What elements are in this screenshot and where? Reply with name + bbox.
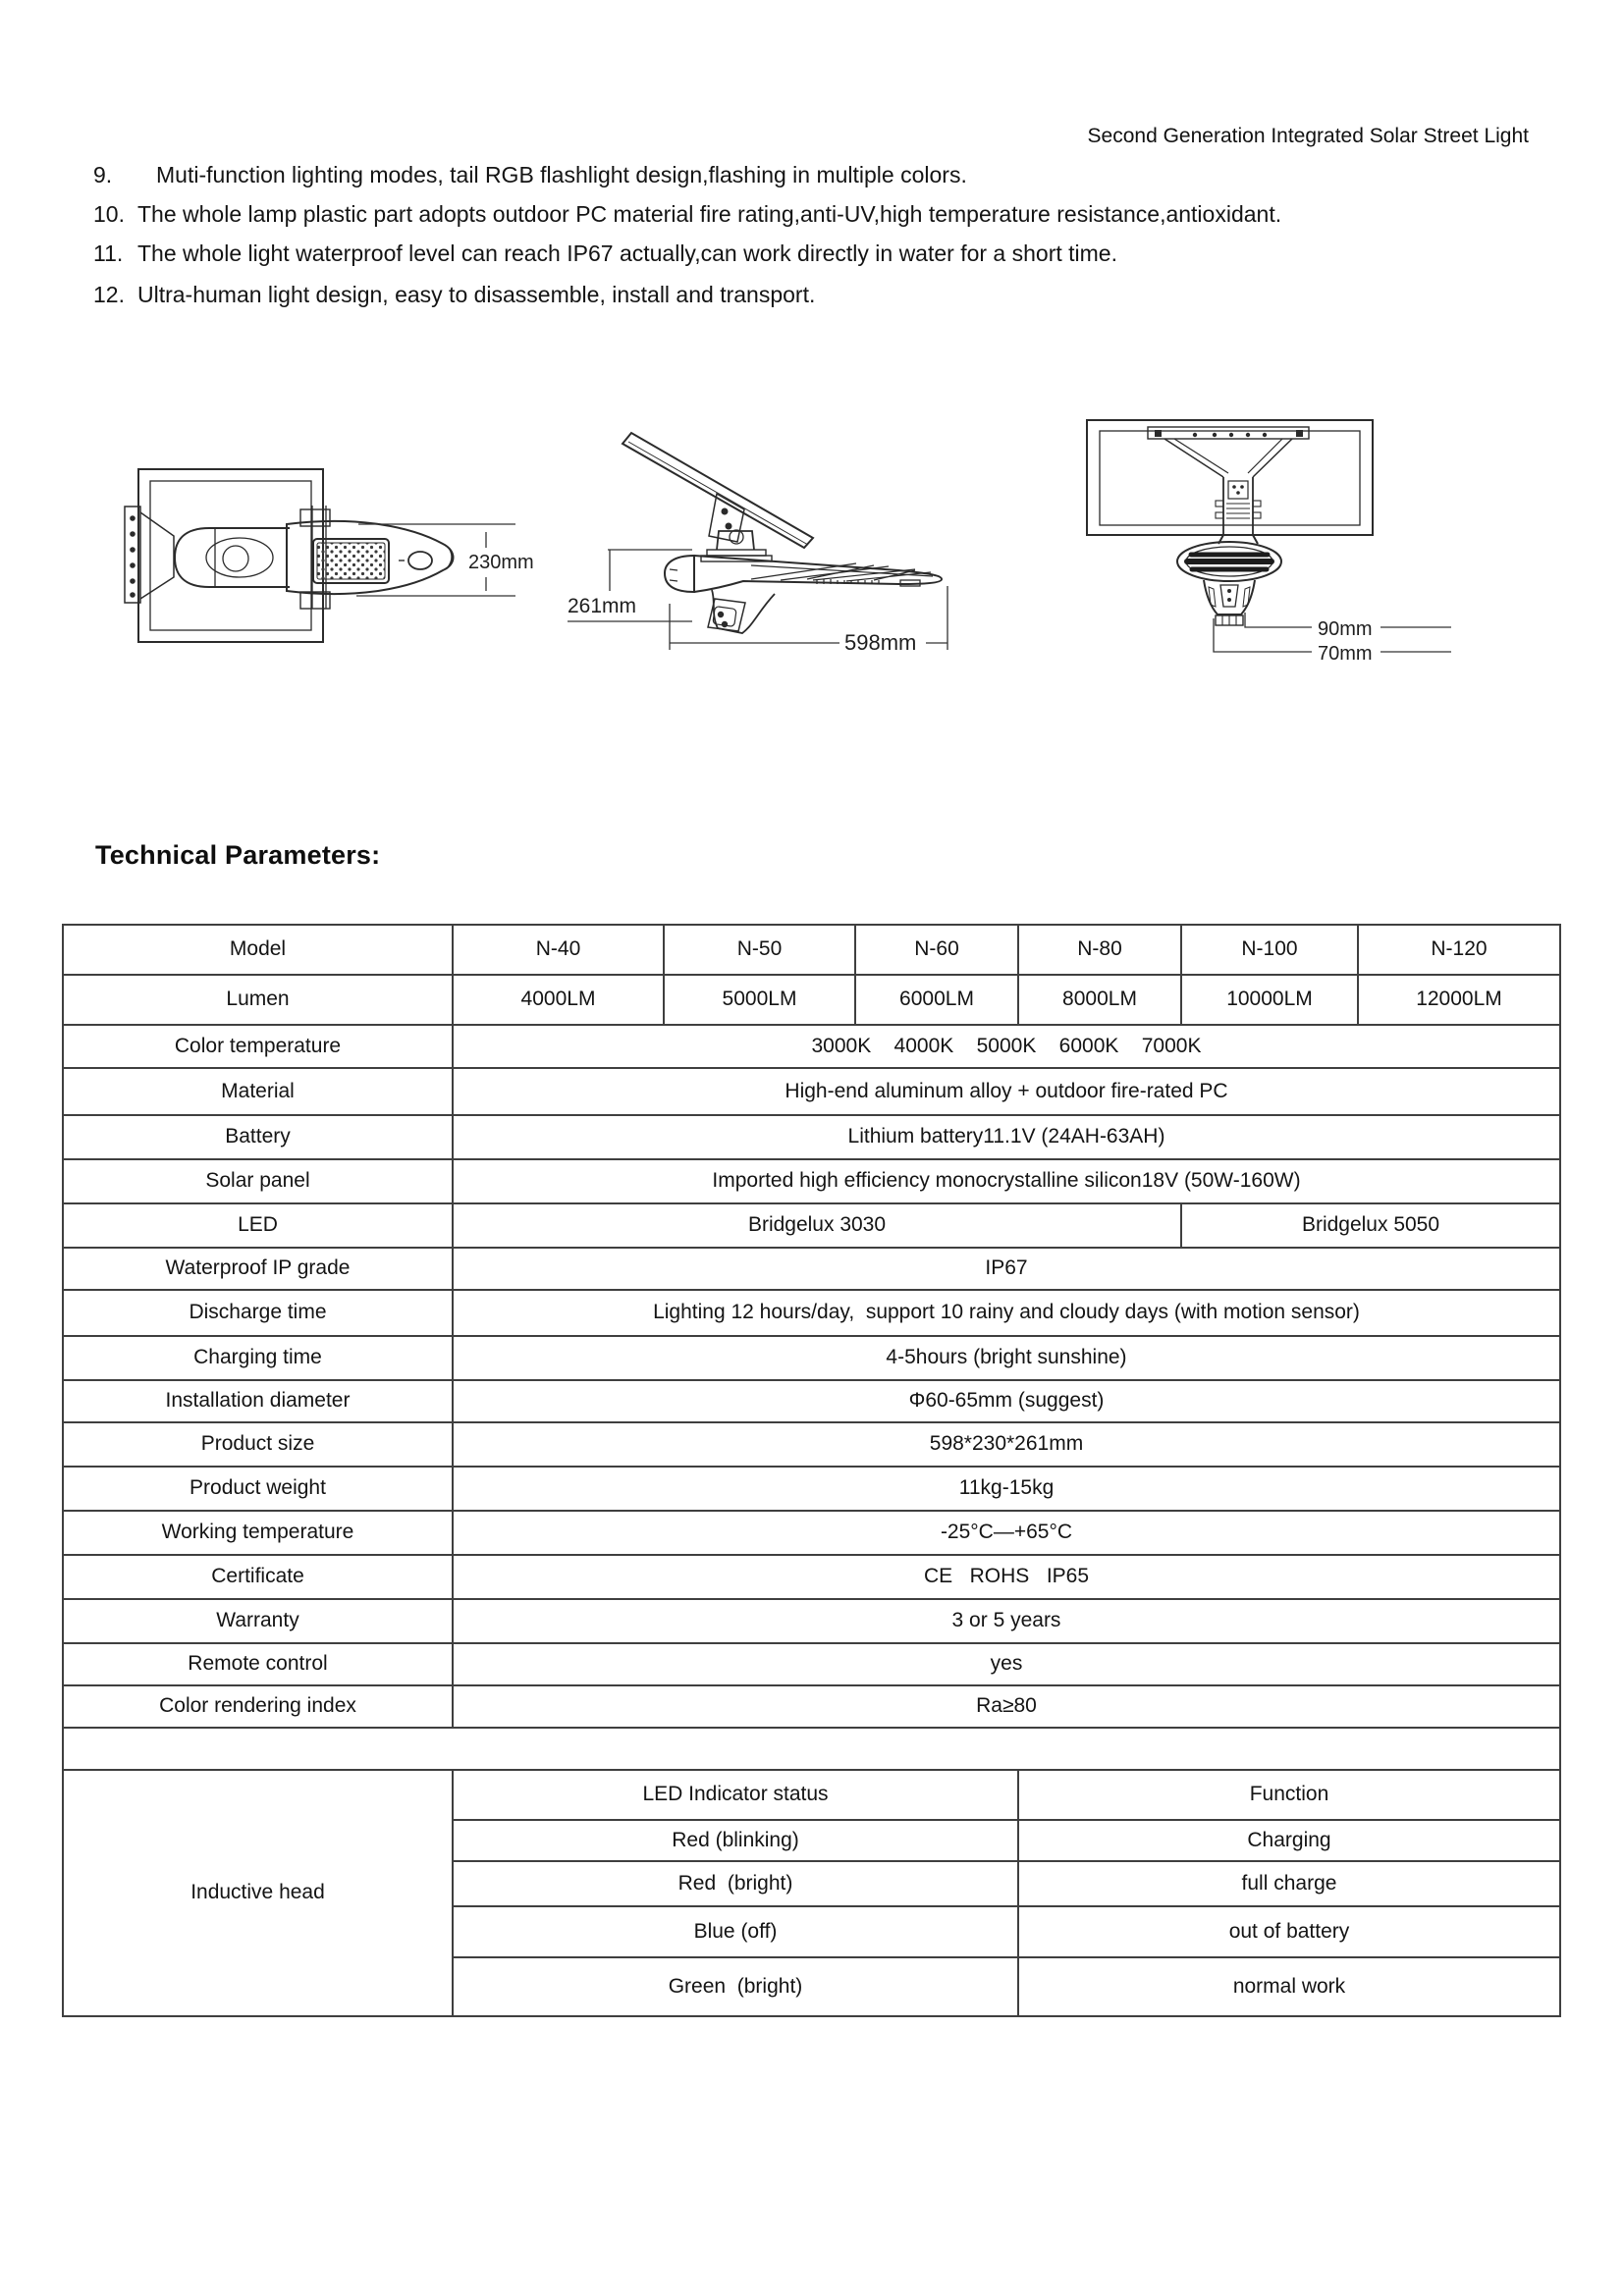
lamp-head-rear (1177, 535, 1281, 625)
dim-label-261mm: 261mm (568, 595, 637, 617)
lumen-cell: 12000LM (1358, 975, 1560, 1025)
indicator-status: Red (bright) (453, 1861, 1018, 1906)
table-row (63, 1643, 1560, 1685)
led-right-cell: Bridgelux 5050 (1181, 1203, 1560, 1248)
drawing-side-view (550, 393, 1041, 687)
spacer-row (63, 1728, 1560, 1770)
lamp-body-side (665, 556, 942, 633)
spec-value: 3000K 4000K 5000K 6000K 7000K (453, 1025, 1560, 1068)
led-indicator-status-header: LED Indicator status (453, 1770, 1018, 1820)
feature-text: The whole light waterproof level can reach IP67 actually,can work directly in water for a short time. (137, 240, 1117, 266)
spec-label: Color temperature (63, 1025, 453, 1068)
spec-label: Model (63, 925, 453, 975)
technical-parameters-table (62, 924, 1561, 2017)
function-header: Function (1018, 1770, 1560, 1820)
lumen-cell: 10000LM (1181, 975, 1358, 1025)
table-row (63, 1685, 1560, 1728)
feature-number: 11. (93, 240, 124, 266)
model-cell: N-80 (1018, 925, 1181, 975)
spec-label: LED (63, 1203, 453, 1248)
indicator-function: Charging (1018, 1820, 1560, 1861)
spec-label: Working temperature (63, 1511, 453, 1555)
dim-label-230mm: 230mm (468, 552, 534, 573)
lumen-cell: 6000LM (855, 975, 1018, 1025)
lumen-cell: 4000LM (453, 975, 664, 1025)
spec-value: CE ROHS IP65 (453, 1555, 1560, 1599)
table-row (63, 925, 1560, 975)
page-header: Second Generation Integrated Solar Street Light (1087, 125, 1529, 147)
table-row (63, 1336, 1560, 1380)
spec-value: 11kg-15kg (453, 1467, 1560, 1511)
table-row (63, 1115, 1560, 1159)
table-row (63, 1025, 1560, 1068)
table-row (63, 1380, 1560, 1422)
table-row (63, 975, 1560, 1025)
spec-label: Waterproof IP grade (63, 1248, 453, 1290)
indicator-status: Blue (off) (453, 1906, 1018, 1957)
lamp-body-top-view (175, 521, 454, 594)
dim-label-90mm: 90mm (1318, 618, 1373, 640)
table-row (63, 1511, 1560, 1555)
spec-value: Ra≥80 (453, 1685, 1560, 1728)
feature-number: 12. (93, 282, 125, 307)
table-row (63, 1555, 1560, 1599)
spec-label: Remote control (63, 1643, 453, 1685)
spec-value: 3 or 5 years (453, 1599, 1560, 1643)
feature-item (93, 240, 1497, 267)
spec-value: IP67 (453, 1248, 1560, 1290)
lumen-cell: 8000LM (1018, 975, 1181, 1025)
table-row (63, 1159, 1560, 1203)
indicator-status: Red (blinking) (453, 1820, 1018, 1861)
spec-value: Lithium battery11.1V (24AH-63AH) (453, 1115, 1560, 1159)
led-left-cell: Bridgelux 3030 (453, 1203, 1181, 1248)
inductive-header-row (63, 1770, 1560, 1820)
feature-item (93, 281, 1497, 308)
spec-value: 598*230*261mm (453, 1422, 1560, 1467)
spec-label: Certificate (63, 1555, 453, 1599)
feature-item (93, 161, 1497, 188)
drawing-top-view (113, 412, 550, 687)
table-row (63, 1290, 1560, 1336)
model-cell: N-60 (855, 925, 1018, 975)
mount-column-rear (1216, 477, 1261, 535)
spec-label: Material (63, 1068, 453, 1115)
dim-label-70mm: 70mm (1318, 643, 1373, 665)
table-row (63, 1068, 1560, 1115)
model-cell: N-40 (453, 925, 664, 975)
feature-text: Muti-function lighting modes, tail RGB flashlight design,flashing in multiple colors. (156, 162, 967, 187)
spec-label: Product weight (63, 1467, 453, 1511)
indicator-function: normal work (1018, 1957, 1560, 2016)
solar-panel-side (623, 433, 813, 548)
spec-value: yes (453, 1643, 1560, 1685)
feature-number: 10. (93, 201, 125, 227)
spec-value: 4-5hours (bright sunshine) (453, 1336, 1560, 1380)
spec-value: Φ60-65mm (suggest) (453, 1380, 1560, 1422)
lumen-cell: 5000LM (664, 975, 855, 1025)
spec-label: Installation diameter (63, 1380, 453, 1422)
table-row (63, 1248, 1560, 1290)
table-row (63, 1203, 1560, 1248)
spec-value: Imported high efficiency monocrystalline silicon18V (50W-160W) (453, 1159, 1560, 1203)
spec-value: High-end aluminum alloy + outdoor fire-rated PC (453, 1068, 1560, 1115)
spec-value: Lighting 12 hours/day, support 10 rainy and cloudy days (with motion sensor) (453, 1290, 1560, 1336)
spec-label: Charging time (63, 1336, 453, 1380)
spec-label: Solar panel (63, 1159, 453, 1203)
spec-label: Battery (63, 1115, 453, 1159)
feature-item (93, 200, 1497, 228)
indicator-function: out of battery (1018, 1906, 1560, 1957)
spec-label: Warranty (63, 1599, 453, 1643)
feature-text: Ultra-human light design, easy to disassemble, install and transport. (137, 282, 816, 307)
indicator-function: full charge (1018, 1861, 1560, 1906)
inductive-head-label: Inductive head (63, 1770, 453, 2016)
spec-label: Lumen (63, 975, 453, 1025)
feature-number: 9. (93, 162, 113, 187)
spec-value: -25°C—+65°C (453, 1511, 1560, 1555)
table-row (63, 1467, 1560, 1511)
dim-label-598mm: 598mm (844, 630, 917, 655)
clamp-bolt-dots (130, 515, 135, 598)
table-row (63, 1599, 1560, 1643)
solar-panel-top-outline (138, 469, 330, 642)
model-cell: N-50 (664, 925, 855, 975)
spec-label: Color rendering index (63, 1685, 453, 1728)
spec-label: Discharge time (63, 1290, 453, 1336)
spec-label: Product size (63, 1422, 453, 1467)
table-row (63, 1422, 1560, 1467)
drawing-rear-view (1031, 383, 1502, 687)
section-title: Technical Parameters: (95, 840, 381, 870)
feature-text: The whole lamp plastic part adopts outdoor PC material fire rating,anti-UV,high temperature resistance,antioxidant. (137, 201, 1282, 227)
model-cell: N-100 (1181, 925, 1358, 975)
spacer-cell (63, 1728, 1560, 1770)
model-cell: N-120 (1358, 925, 1560, 975)
indicator-status: Green (bright) (453, 1957, 1018, 2016)
